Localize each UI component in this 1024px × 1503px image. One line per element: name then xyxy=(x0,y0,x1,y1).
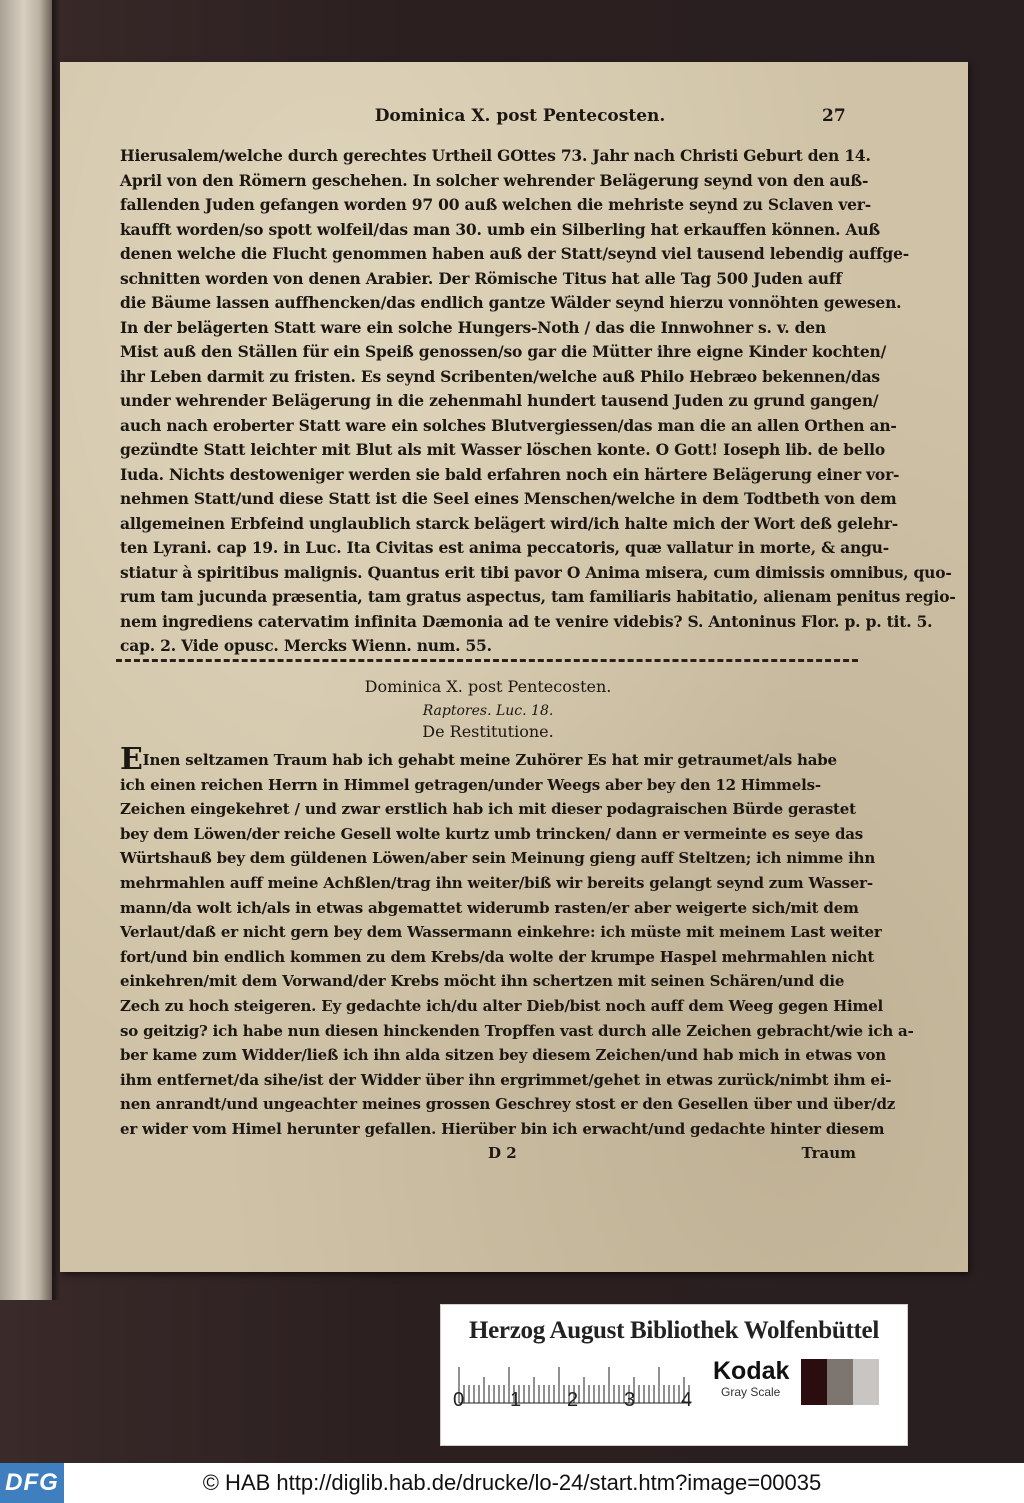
library-label-card xyxy=(440,1304,908,1446)
text-line: nem ingrediens catervatim infinita Dæmonia ad te venire videbis? S. Antoninus Flor. p. p. tit. 5. xyxy=(120,611,933,631)
library-name: Herzog August Bibliothek Wolfenbüttel xyxy=(468,1317,879,1344)
text-line: so geitzig? ich habe nun diesen hinckenden Tropffen vast durch alle Zeichen gebracht/wie ich a- xyxy=(120,1021,914,1040)
text-line: ich einen reichen Herrn in Himmel getragen/under Weegs aber bey den 12 Himmels- xyxy=(120,775,821,794)
copyright-notice: © HAB http://diglib.hab.de/drucke/lo-24/start.htm?image=00035 xyxy=(202,1470,822,1495)
text-line: Würtshauß bey dem güldenen Löwen/aber sein Meinung gieng auff Steltzen; ich nimme ihn xyxy=(120,849,876,868)
ruler-number: 0 xyxy=(453,1389,465,1411)
kodak-logo: Kodak xyxy=(713,1357,790,1385)
gray-patch xyxy=(853,1359,879,1405)
dfg-logo: DFG xyxy=(0,1463,64,1503)
ruler-number: 3 xyxy=(624,1389,636,1411)
text-line: mann/da wolt ich/als in etwas abgemattet widerumb rasten/er aber weigerte sich/mit dem xyxy=(120,898,859,917)
text-line: In der belägerten Statt ware ein solche Hungers-Noth / das die Innwohner s. v. den xyxy=(120,317,826,337)
section-two-title: De Restitutione. xyxy=(422,722,554,741)
text-line: nen anrandt/und ungeachter meines grossen Geschrey stost er den Gesellen über und über/dz xyxy=(120,1095,896,1114)
text-line: cap. 2. Vide opusc. Mercks Wienn. num. 55. xyxy=(120,636,492,655)
ruler-number: 4 xyxy=(681,1389,693,1411)
text-line: stiatur à spiritibus malignis. Quantus erit tibi pavor O Anima misera, cum dimissis omnibus, quo- xyxy=(120,562,952,582)
text-line: mehrmahlen auff meine Achßlen/trag ihn weiter/biß wir bereits gelangt seynd zum Wasser- xyxy=(120,874,873,892)
footer-bar xyxy=(0,1463,1024,1503)
text-line: under wehrender Belägerung in die zehenmahl hundert tausend Juden zu grund gangen/ xyxy=(120,391,879,410)
text-line: rum tam jucunda præsentia, tam gratus aspectus, tam familiaris habitatio, alienam penitus regio- xyxy=(120,587,956,606)
drop-cap: E xyxy=(120,742,143,777)
text-line: auch nach eroberter Statt ware ein solches Blutvergiessen/das man die an allen Orthen an- xyxy=(120,415,897,435)
text-line-rest: Inen seltzamen Traum hab ich gehabt meine Zuhörer Es hat mir getraumet/als habe xyxy=(142,751,837,769)
page-number: 27 xyxy=(822,106,846,126)
text-line: schnitten worden von denen Arabier. Der Römische Titus hat alle Tag 500 Juden auff xyxy=(120,268,842,288)
text-line: denen welche die Flucht genommen haben auß der Statt/seynd viel tausend lebendig auffge- xyxy=(120,244,909,263)
text-line: allgemeinen Erbfeind unglaublich starck belägert wird/ich halte mich der Wort deß gelehr- xyxy=(120,513,898,533)
signature-mark: D 2 xyxy=(488,1144,517,1162)
text-line: ihr Leben darmit zu fristen. Es seynd Scribenten/welche auß Philo Hebræo bekennen/das xyxy=(120,366,880,386)
text-line: Zech zu hoch steigeren. Ey gedachte ich/du alter Dieb/bist noch auff dem Weeg gegen Himel xyxy=(120,997,884,1015)
text-line: er wider vom Himel herunter gefallen. Hierüber bin ich erwacht/und gedachte hinter diesem xyxy=(120,1120,885,1138)
text-line: fort/und bin endlich kommen zu dem Krebs/da wolte der krumpe Haspel mehrmahlen nicht xyxy=(120,947,875,966)
section-divider xyxy=(116,659,858,662)
text-line: Hierusalem/welche durch gerechtes Urtheil GOttes 73. Jahr nach Christi Geburt den 14. xyxy=(120,146,871,165)
text-line: Mist auß den Ställen für ein Speiß genossen/so gar die Mütter ihre eigne Kinder kochten/ xyxy=(120,342,887,361)
text-line: gezündte Statt leichter mit Blut als mit Wasser löschen konte. O Gott! Ioseph lib. de bello xyxy=(120,440,886,459)
text-line: nehmen Statt/und diese Statt ist die Seel eines Menschen/welche in dem Todtbeth von dem xyxy=(120,489,897,508)
gray-patch xyxy=(801,1359,827,1405)
text-line: einkehren/mit dem Vorwand/der Krebs möcht ihn schertzen mit seinen Schären/und die xyxy=(120,972,845,991)
gray-patch xyxy=(827,1359,853,1405)
section-two-heading: Dominica X. post Pentecosten. xyxy=(364,677,612,696)
text-line: ihm entfernet/da sihe/ist der Widder über ihn ergrimmet/gehet in etwas zurück/nimbt ihm ei- xyxy=(120,1070,892,1089)
ruler-number: 2 xyxy=(567,1389,579,1411)
catchword: Traum xyxy=(801,1144,856,1162)
text-line: ten Lyrani. cap 19. in Luc. Ita Civitas est anima peccatoris, quæ vallatur in morte, & angu- xyxy=(120,538,889,557)
text-line xyxy=(120,742,856,777)
text-line: Verlaut/daß er nicht gern bey dem Wassermann einkehre: ich müste mit meinem Last weiter xyxy=(120,923,882,942)
text-line: bey dem Löwen/der reiche Gesell wolte kurtz umb trincken/ dann er vermeinte es seye das xyxy=(120,824,864,843)
text-line: ber kame zum Widder/ließ ich ihn alda sitzen bey diesem Zeichen/und hab mich in etwas von xyxy=(120,1046,887,1065)
section-two-subheading: Raptores. Luc. 18. xyxy=(422,703,554,719)
text-line: die Bäume lassen auffhencken/das endlich gantze Wälder seynd hierzu vonnöhten gewesen. xyxy=(120,293,902,312)
ruler-number: 1 xyxy=(510,1389,522,1411)
text-line: fallenden Juden gefangen worden 97 00 auß welchen die mehriste seynd zu Sclaven ver- xyxy=(120,195,871,214)
gutter-shadow xyxy=(52,0,60,1300)
text-line: April von den Römern geschehen. In solcher wehrender Belägerung seynd von den auß- xyxy=(120,170,869,190)
text-line: Zeichen eingekehret / und zwar erstlich hab ich mit dieser podagraischen Bürde gerastet xyxy=(120,800,856,819)
text-line: kaufft worden/so spott wolfeil/das man 30. umb ein Silberling hat erkauffen können. Auß xyxy=(120,219,880,239)
adjacent-page-edge xyxy=(0,0,54,1300)
gray-scale-patches xyxy=(801,1359,881,1405)
running-head: Dominica X. post Pentecosten. xyxy=(374,106,666,126)
text-line: Iuda. Nichts destoweniger werden sie bald erfahren noch ein härtere Belägerung einer vor- xyxy=(120,464,900,484)
gray-scale-label: Gray Scale xyxy=(721,1385,781,1399)
